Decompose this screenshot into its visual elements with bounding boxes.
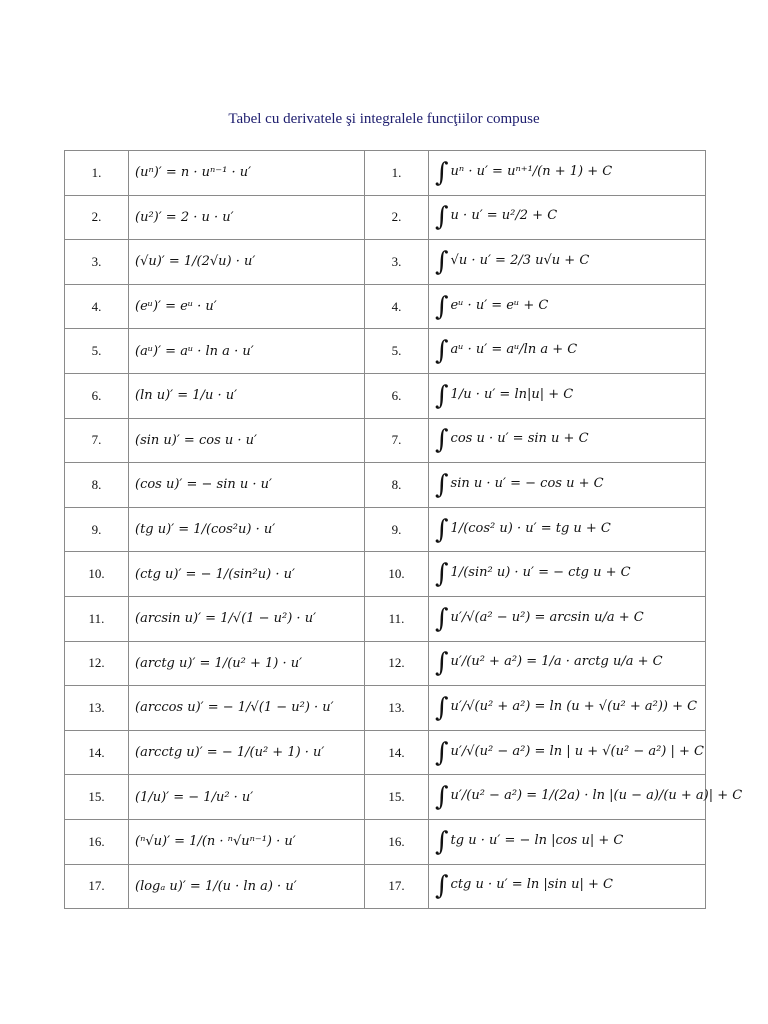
integral-sign-icon: ∫ [435, 603, 449, 634]
table-row [65, 775, 706, 820]
integral-cell [429, 819, 706, 864]
integral-formula: aᵘ · u′ = aᵘ/ln a + C [450, 342, 578, 358]
integral-number: 14. [365, 730, 429, 775]
integral-formula: u′/√(a² − u²) = arcsin u/a + C [450, 609, 644, 625]
table-row [65, 418, 706, 463]
integral-sign-icon: ∫ [435, 648, 449, 679]
derivative-number: 10. [65, 552, 129, 597]
derivative-formula: (cos u)′ = − sin u · u′ [129, 463, 365, 508]
table-row [65, 596, 706, 641]
integral-cell [429, 463, 706, 508]
derivative-number: 11. [65, 596, 129, 641]
table-row [65, 819, 706, 864]
derivative-number: 17. [65, 864, 129, 909]
integral-cell [429, 552, 706, 597]
integral-cell [429, 329, 706, 374]
table-row [65, 552, 706, 597]
integral-formula: u′/√(u² − a²) = ln | u + √(u² − a²) | + C [450, 743, 704, 759]
derivative-number: 1. [65, 151, 129, 196]
integral-sign-icon: ∫ [435, 692, 449, 723]
integral-cell [429, 240, 706, 285]
page-title: Tabel cu derivatele şi integralele funcţiilor compuse [228, 111, 540, 127]
derivative-number: 14. [65, 730, 129, 775]
integral-sign-icon: ∫ [435, 202, 449, 233]
derivative-formula: (eᵘ)′ = eᵘ · u′ [129, 284, 365, 329]
integral-sign-icon: ∫ [435, 514, 449, 545]
table-row [65, 507, 706, 552]
derivative-formula: (aᵘ)′ = aᵘ · ln a · u′ [129, 329, 365, 374]
integral-sign-icon: ∫ [435, 737, 449, 768]
table-row [65, 284, 706, 329]
integral-number: 11. [365, 596, 429, 641]
integral-formula: ctg u · u′ = ln |sin u| + C [450, 877, 613, 893]
integral-number: 5. [365, 329, 429, 374]
derivative-number: 2. [65, 195, 129, 240]
integral-sign-icon: ∫ [435, 380, 449, 411]
table-row [65, 730, 706, 775]
derivative-formula: (arcctg u)′ = − 1/(u² + 1) · u′ [129, 730, 365, 775]
integral-formula: cos u · u′ = sin u + C [450, 431, 589, 447]
derivative-number: 3. [65, 240, 129, 285]
integral-cell [429, 864, 706, 909]
table-row [65, 864, 706, 909]
integral-sign-icon: ∫ [435, 469, 449, 500]
integral-formula: sin u · u′ = − cos u + C [450, 475, 604, 491]
derivative-number: 12. [65, 641, 129, 686]
integral-sign-icon: ∫ [435, 246, 449, 277]
derivative-formula: (logₐ u)′ = 1/(u · ln a) · u′ [129, 864, 365, 909]
integral-number: 7. [365, 418, 429, 463]
derivative-formula: (arctg u)′ = 1/(u² + 1) · u′ [129, 641, 365, 686]
derivative-formula: (ⁿ√u)′ = 1/(n · ⁿ√uⁿ⁻¹) · u′ [129, 819, 365, 864]
integral-cell [429, 507, 706, 552]
integral-formula: tg u · u′ = − ln |cos u| + C [450, 832, 624, 848]
derivative-number: 15. [65, 775, 129, 820]
table-row [65, 329, 706, 374]
integral-formula: u′/√(u² + a²) = ln (u + √(u² + a²)) + C [450, 698, 698, 714]
integral-cell [429, 195, 706, 240]
integral-number: 12. [365, 641, 429, 686]
integral-formula: u′/(u² − a²) = 1/(2a) · ln |(u − a)/(u + a)| + C [450, 788, 743, 804]
integral-cell [429, 284, 706, 329]
integral-sign-icon: ∫ [435, 425, 449, 456]
integral-sign-icon: ∫ [435, 157, 449, 188]
integral-number: 15. [365, 775, 429, 820]
derivative-formula: (arccos u)′ = − 1/√(1 − u²) · u′ [129, 686, 365, 731]
derivative-formula: (ln u)′ = 1/u · u′ [129, 373, 365, 418]
integral-formula: u′/(u² + a²) = 1/a · arctg u/a + C [450, 654, 663, 670]
table-row [65, 151, 706, 196]
table-row [65, 195, 706, 240]
integral-sign-icon: ∫ [435, 826, 449, 857]
integral-formula: eᵘ · u′ = eᵘ + C [450, 297, 549, 313]
integral-formula: 1/(cos² u) · u′ = tg u + C [450, 520, 611, 536]
derivative-formula: (uⁿ)′ = n · uⁿ⁻¹ · u′ [129, 151, 365, 196]
integral-sign-icon: ∫ [435, 336, 449, 367]
table-row [65, 641, 706, 686]
integral-sign-icon: ∫ [435, 871, 449, 902]
derivative-number: 13. [65, 686, 129, 731]
table-row [65, 240, 706, 285]
table-row [65, 373, 706, 418]
derivative-formula: (1/u)′ = − 1/u² · u′ [129, 775, 365, 820]
integral-sign-icon: ∫ [435, 291, 449, 322]
derivative-formula: (ctg u)′ = − 1/(sin²u) · u′ [129, 552, 365, 597]
integral-formula: √u · u′ = 2/3 u√u + C [450, 252, 590, 268]
integral-cell [429, 730, 706, 775]
integral-sign-icon: ∫ [435, 782, 449, 813]
integral-formula: 1/(sin² u) · u′ = − ctg u + C [450, 565, 631, 581]
integral-number: 8. [365, 463, 429, 508]
formula-table [64, 150, 743, 909]
integral-formula: u · u′ = u²/2 + C [450, 208, 558, 224]
derivative-number: 7. [65, 418, 129, 463]
derivative-formula: (sin u)′ = cos u · u′ [129, 418, 365, 463]
integral-cell [429, 641, 706, 686]
integral-number: 6. [365, 373, 429, 418]
integral-number: 16. [365, 819, 429, 864]
integral-number: 2. [365, 195, 429, 240]
derivative-formula: (u²)′ = 2 · u · u′ [129, 195, 365, 240]
integral-sign-icon: ∫ [435, 559, 449, 590]
derivative-formula: (tg u)′ = 1/(cos²u) · u′ [129, 507, 365, 552]
derivative-formula: (arcsin u)′ = 1/√(1 − u²) · u′ [129, 596, 365, 641]
integral-number: 4. [365, 284, 429, 329]
integral-formula: uⁿ · u′ = uⁿ⁺¹/(n + 1) + C [450, 163, 613, 179]
integral-cell [429, 686, 706, 731]
derivative-number: 8. [65, 463, 129, 508]
integral-number: 13. [365, 686, 429, 731]
table-row [65, 686, 706, 731]
derivative-number: 9. [65, 507, 129, 552]
integral-number: 3. [365, 240, 429, 285]
integral-number: 1. [365, 151, 429, 196]
derivative-number: 16. [65, 819, 129, 864]
integral-formula: 1/u · u′ = ln|u| + C [450, 386, 574, 402]
derivative-number: 4. [65, 284, 129, 329]
derivative-number: 5. [65, 329, 129, 374]
formula-table-body [65, 151, 743, 909]
integral-number: 9. [365, 507, 429, 552]
integral-cell [429, 775, 743, 820]
integral-cell [429, 418, 706, 463]
derivative-formula: (√u)′ = 1/(2√u) · u′ [129, 240, 365, 285]
integral-cell [429, 596, 706, 641]
integral-number: 17. [365, 864, 429, 909]
table-row [65, 463, 706, 508]
integral-cell [429, 151, 706, 196]
derivative-number: 6. [65, 373, 129, 418]
integral-cell [429, 373, 706, 418]
integral-number: 10. [365, 552, 429, 597]
